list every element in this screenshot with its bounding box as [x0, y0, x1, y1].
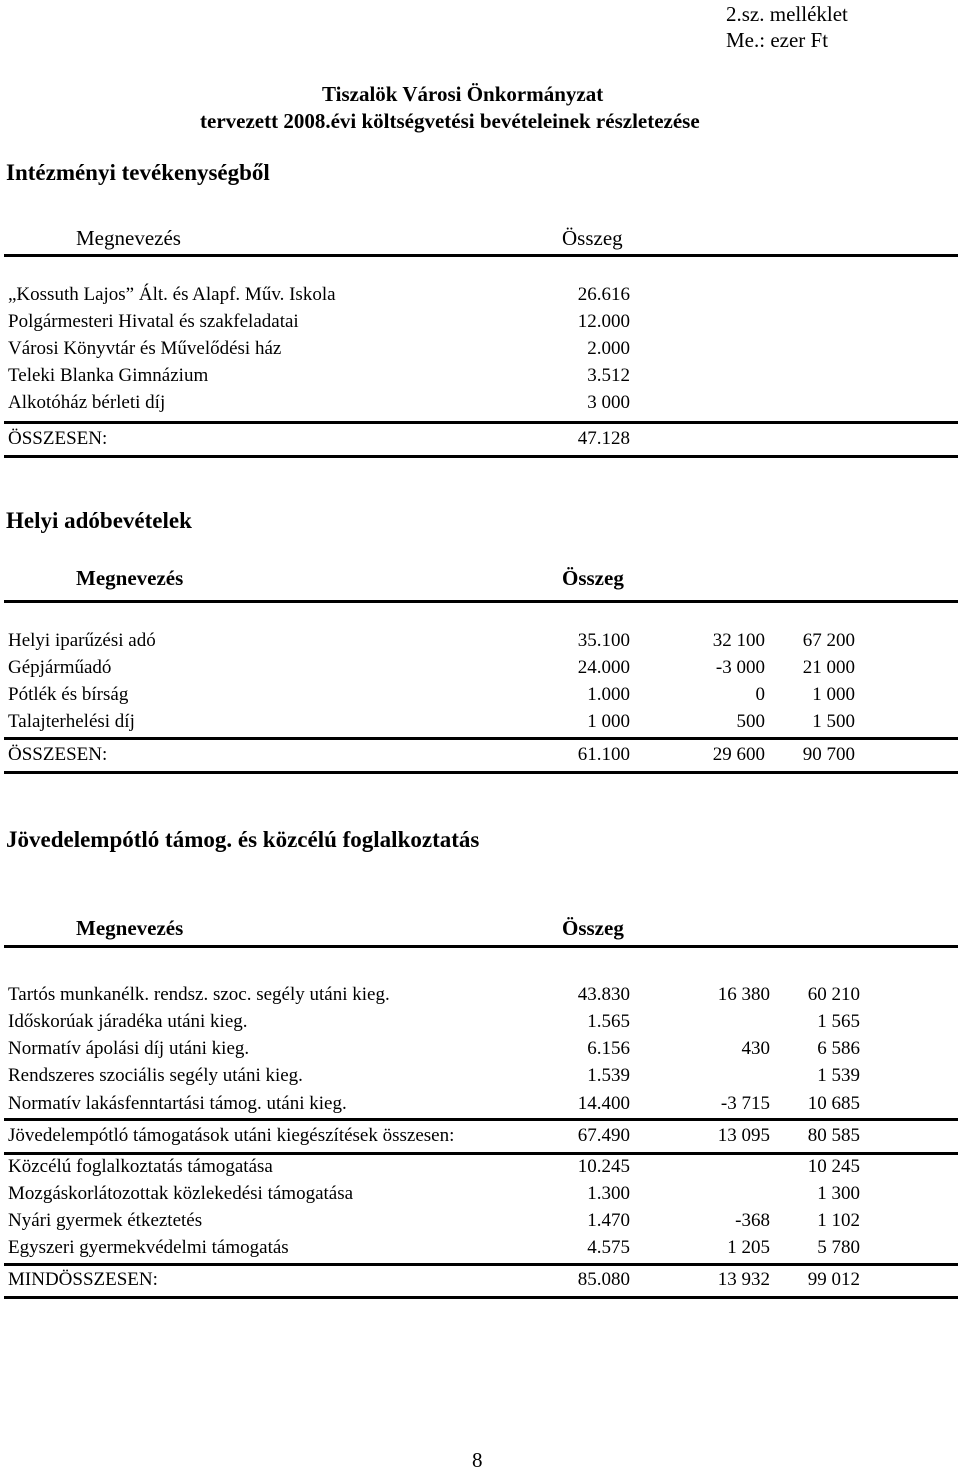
- row-name: Alkotóház bérleti díj: [8, 392, 166, 413]
- table-row: [0, 711, 960, 737]
- row-name: „Kossuth Lajos” Ált. és Alapf. Műv. Iskola: [8, 284, 336, 305]
- row-amount-a: 14.400: [577, 1093, 630, 1114]
- row-amount: 12.000: [577, 311, 630, 332]
- row-amount-b: 500: [736, 711, 765, 732]
- table-row: [0, 1237, 960, 1263]
- row-amount-a: 1.300: [587, 1183, 630, 1204]
- table-row: [0, 311, 960, 337]
- section2-bottom-rule: [4, 771, 958, 774]
- table-row: [0, 338, 960, 364]
- section2-total-rule: [4, 737, 958, 740]
- row-amount-a: 4.575: [587, 1237, 630, 1258]
- section1-col-name: Megnevezés: [76, 226, 181, 250]
- total-label: ÖSSZESEN:: [8, 428, 108, 449]
- table-row: [0, 1156, 960, 1182]
- section3-bottom-rule: [4, 1296, 958, 1299]
- section3-header-rule: [4, 945, 958, 948]
- row-amount-b: 430: [741, 1038, 770, 1059]
- row-amount-c: 5 780: [817, 1237, 860, 1258]
- total-row: [0, 744, 960, 770]
- row-amount-b: -3 000: [715, 657, 765, 678]
- section3-subtotal-rule: [4, 1118, 958, 1121]
- grand-total-label: MINDÖSSZESEN:: [8, 1269, 158, 1290]
- section1-header-rule: [4, 254, 958, 257]
- total-row: [0, 428, 960, 454]
- row-amount-a: 1 000: [587, 711, 630, 732]
- table-row: [0, 984, 960, 1010]
- row-amount-c: 10 685: [807, 1093, 860, 1114]
- table-row: [0, 1093, 960, 1119]
- section2-col-name: Megnevezés: [76, 566, 184, 590]
- row-name: Mozgáskorlátozottak közlekedési támogatása: [8, 1183, 354, 1204]
- section1-heading: Intézményi tevékenységből: [6, 160, 270, 185]
- section3-subtotal-bottom-rule: [4, 1152, 958, 1155]
- row-amount-b: 16 380: [717, 984, 770, 1005]
- subtotal-label: Jövedelempótló támogatások utáni kiegészítések összesen:: [8, 1125, 455, 1146]
- row-name: Időskorúak járadéka utáni kieg.: [8, 1011, 248, 1032]
- row-name: Normatív ápolási díj utáni kieg.: [8, 1038, 250, 1059]
- row-amount-a: 10.245: [577, 1156, 630, 1177]
- row-amount-c: 1 539: [817, 1065, 860, 1086]
- table-row: [0, 1038, 960, 1064]
- table-row: [0, 1183, 960, 1209]
- section2-col-amount: Összeg: [562, 566, 624, 590]
- row-amount-b: 32 100: [712, 630, 765, 651]
- row-amount-a: 1.470: [587, 1210, 630, 1231]
- row-amount-c: 60 210: [807, 984, 860, 1005]
- row-amount: 3.512: [587, 365, 630, 386]
- row-amount-b: 1 205: [727, 1237, 770, 1258]
- row-name: Pótlék és bírság: [8, 684, 129, 705]
- row-amount-a: 1.539: [587, 1065, 630, 1086]
- grand-total-amount-c: 99 012: [807, 1269, 860, 1290]
- document-title: Tiszalök Városi Önkormányzat: [322, 82, 604, 106]
- section1-total-rule: [4, 421, 958, 424]
- row-amount-c: 1 300: [817, 1183, 860, 1204]
- row-amount: 2.000: [587, 338, 630, 359]
- row-amount: 26.616: [577, 284, 630, 305]
- row-name: Talajterhelési díj: [8, 711, 135, 732]
- subtotal-amount-c: 80 585: [807, 1125, 860, 1146]
- total-amount: 47.128: [577, 428, 630, 449]
- row-amount-c: 1 000: [812, 684, 855, 705]
- annex-label: 2.sz. melléklet: [726, 2, 848, 26]
- subtotal-row: [0, 1125, 960, 1151]
- row-amount-a: 43.830: [577, 984, 630, 1005]
- page-number: 8: [472, 1448, 483, 1472]
- table-row: [0, 392, 960, 418]
- document-subtitle: tervezett 2008.évi költségvetési bevételeinek részletezése: [200, 109, 700, 133]
- subtotal-amount-b: 13 095: [717, 1125, 770, 1146]
- grand-total-row: [0, 1269, 960, 1295]
- table-row: [0, 1011, 960, 1037]
- section1-col-amount: Összeg: [562, 226, 623, 250]
- row-amount-c: 1 102: [817, 1210, 860, 1231]
- row-amount-a: 1.565: [587, 1011, 630, 1032]
- section2-heading: Helyi adóbevételek: [6, 508, 192, 533]
- subtotal-amount-a: 67.490: [577, 1125, 630, 1146]
- row-amount-c: 1 565: [817, 1011, 860, 1032]
- row-name: Gépjárműadó: [8, 657, 112, 678]
- section3-col-name: Megnevezés: [76, 916, 184, 940]
- table-row: [0, 1210, 960, 1236]
- section1-bottom-rule: [4, 455, 958, 458]
- total-amount-b: 29 600: [712, 744, 765, 765]
- section2-header-rule: [4, 600, 958, 603]
- row-amount: 3 000: [587, 392, 630, 413]
- row-amount-b: -368: [735, 1210, 770, 1231]
- table-row: [0, 657, 960, 683]
- row-name: Polgármesteri Hivatal és szakfeladatai: [8, 311, 299, 332]
- grand-total-amount-b: 13 932: [717, 1269, 770, 1290]
- row-name: Nyári gyermek étkeztetés: [8, 1210, 203, 1231]
- table-row: [0, 365, 960, 391]
- section3-heading: Jövedelempótló támog. és közcélú foglalkoztatás: [6, 827, 480, 852]
- table-row: [0, 284, 960, 310]
- row-amount-c: 10 245: [807, 1156, 860, 1177]
- row-amount-b: 0: [755, 684, 765, 705]
- row-amount-a: 35.100: [577, 630, 630, 651]
- row-amount-c: 67 200: [802, 630, 855, 651]
- row-amount-a: 6.156: [587, 1038, 630, 1059]
- row-amount-a: 1.000: [587, 684, 630, 705]
- table-row: [0, 630, 960, 656]
- row-name: Helyi iparűzési adó: [8, 630, 156, 651]
- row-name: Városi Könyvtár és Művelődési ház: [8, 338, 282, 359]
- total-label: ÖSSZESEN:: [8, 744, 108, 765]
- row-amount-c: 1 500: [812, 711, 855, 732]
- table-row: [0, 1065, 960, 1091]
- row-amount-c: 6 586: [817, 1038, 860, 1059]
- row-name: Rendszeres szociális segély utáni kieg.: [8, 1065, 303, 1086]
- row-name: Közcélú foglalkoztatás támogatása: [8, 1156, 273, 1177]
- row-name: Teleki Blanka Gimnázium: [8, 365, 209, 386]
- row-name: Egyszeri gyermekvédelmi támogatás: [8, 1237, 289, 1258]
- table-row: [0, 684, 960, 710]
- row-amount-a: 24.000: [577, 657, 630, 678]
- row-amount-b: -3 715: [720, 1093, 770, 1114]
- row-name: Tartós munkanélk. rendsz. szoc. segély utáni kieg.: [8, 984, 390, 1005]
- total-amount-a: 61.100: [577, 744, 630, 765]
- grand-total-amount-a: 85.080: [577, 1269, 630, 1290]
- unit-label: Me.: ezer Ft: [726, 28, 829, 52]
- row-name: Normatív lakásfenntartási támog. utáni kieg.: [8, 1093, 347, 1114]
- total-amount-c: 90 700: [802, 744, 855, 765]
- section3-col-amount: Összeg: [562, 916, 624, 940]
- row-amount-c: 21 000: [802, 657, 855, 678]
- section3-total-rule: [4, 1263, 958, 1266]
